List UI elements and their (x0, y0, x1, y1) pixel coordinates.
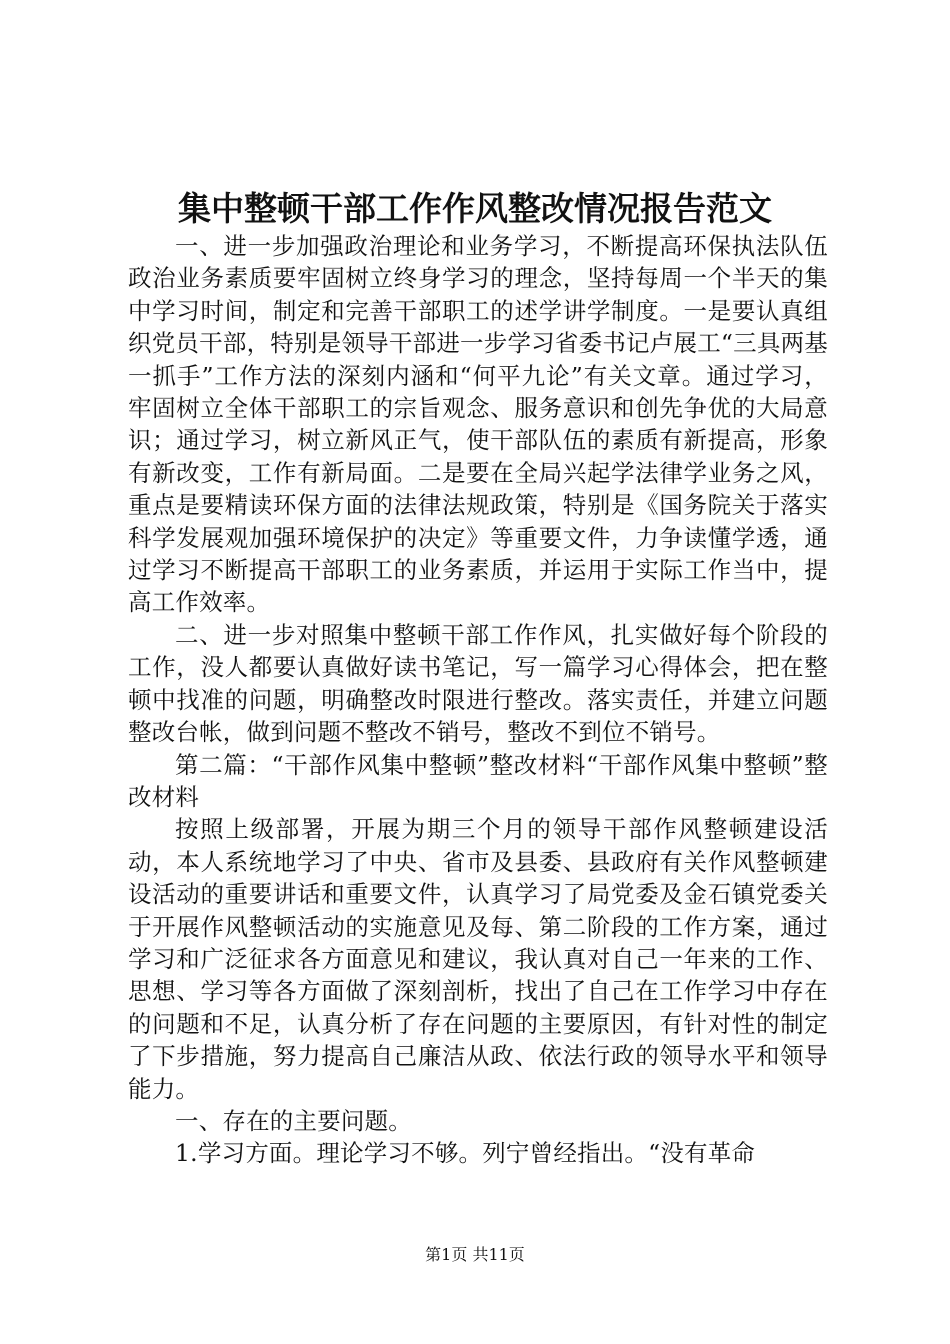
paragraph-5: 一、存在的主要问题。 (175, 1106, 412, 1135)
page-number-footer: 第1页 共11页 (425, 1245, 525, 1264)
document-title: 集中整顿干部工作作风整改情况报告范文 (178, 189, 772, 228)
paragraph-4: 按照上级部署，开展为期三个月的领导干部作风整顿建设活动，本人系统地学习了中央、省市及县委、县政府有关作风整顿建设活动的重要讲话和重要文件，认真学习了局党委及金石镇党委关于开展作风整顿活动的实施意见及每、第二阶段的工作方案，通过学习和广泛征求各方面意见和建议，我认真对自己一年来的工作、思想、学习等各方面做了深刻剖析，找出了自己在工作学习中存在的问题和不足，认真分析了存在问题的主要原因，有针对性的制定了下步措施，努力提高自己廉洁从政、依法行政的领导水平和领导能力。 (128, 815, 828, 1103)
paragraph-1: 一、进一步加强政治理论和业务学习，不断提高环保执法队伍政治业务素质要牢固树立终身学习的理念，坚持每周一个半天的集中学习时间，制定和完善干部职工的述学讲学制度。一是要认真组织党员干部，特别是领导干部进一步学习省委书记卢展工“三具两基一抓手”工作方法的深刻内涵和“何平九论”有关文章。通过学习，牢固树立全体干部职工的宗旨观念、服务意识和创先争优的大局意识；通过学习，树立新风正气，使干部队伍的素质有新提高，形象有新改变，工作有新局面。二是要在全局兴起学法律学业务之风，重点是要精读环保方面的法律法规政策，特别是《国务院关于落实科学发展观加强环境保护的决定》等重要文件，力争读懂学透，通过学习不断提高干部职工的业务素质，并运用于实际工作当中，提高工作效率。 (128, 232, 828, 617)
paragraph-3: 第二篇：“干部作风集中整顿”整改材料“干部作风集中整顿”整改材料 (128, 750, 828, 811)
document-body (128, 230, 828, 1170)
paragraph-6: 1.学习方面。理论学习不够。列宁曾经指出。“没有革命 (175, 1139, 756, 1168)
paragraph-2: 二、进一步对照集中整顿干部工作作风，扎实做好每个阶段的工作，没人都要认真做好读书笔记，写一篇学习心得体会，把在整顿中找准的问题，明确整改时限进行整改。落实责任，并建立问题整改台帐，做到问题不整改不销号，整改不到位不销号。 (128, 620, 828, 747)
